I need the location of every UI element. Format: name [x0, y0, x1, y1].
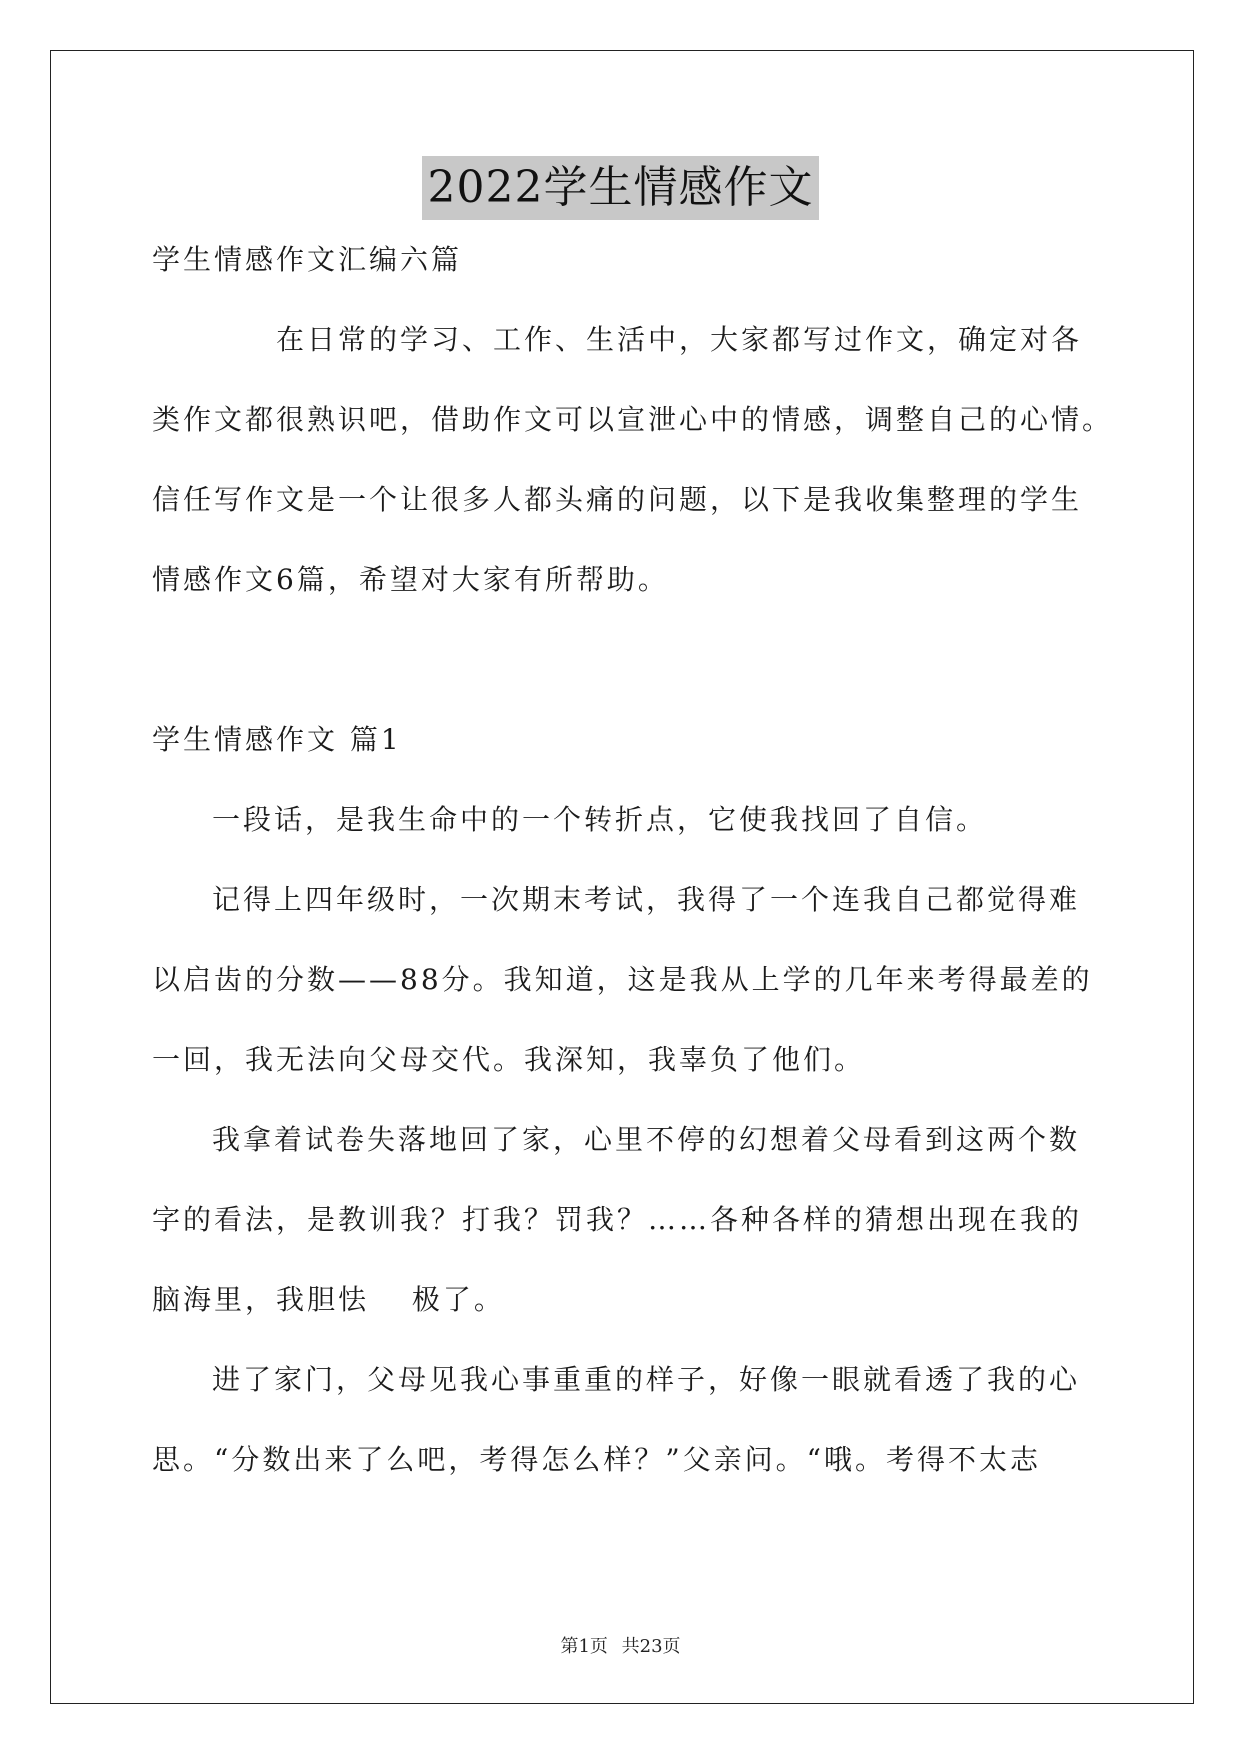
body-line: 一段话，是我生命中的一个转折点，它使我找回了自信。 [212, 803, 988, 836]
body-line: 记得上四年级时，一次期末考试，我得了一个连我自己都觉得难 [212, 883, 1081, 916]
intro-line: 在日常的学习、工作、生活中，大家都写过作文，确定对各 [276, 323, 1083, 356]
intro-line: 信任写作文是一个让很多人都头痛的问题，以下是我收集整理的学生 [152, 483, 1083, 516]
page-number: 第1页 [560, 1636, 608, 1657]
body-line: 思。“分数出来了么吧，考得怎么样？”父亲问。“哦。考得不太志 [152, 1443, 1041, 1476]
body-line: 字的看法，是教训我？打我？罚我？……各种各样的猜想出现在我的 [152, 1203, 1083, 1236]
page-footer [0, 1632, 1241, 1658]
body-line: 我拿着试卷失落地回了家，心里不停的幻想着父母看到这两个数 [212, 1123, 1081, 1156]
document-content [152, 230, 1114, 1510]
section-heading: 学生情感作文 篇1 [152, 723, 402, 756]
page-total: 共23页 [621, 1636, 681, 1657]
document-title: 2022学生情感作文 [422, 156, 820, 220]
body-line: 脑海里，我胆怯 极了。 [152, 1283, 505, 1316]
intro-line: 类作文都很熟识吧，借助作文可以宣泄心中的情感，调整自己的心情。 [152, 403, 1114, 436]
title-wrap [0, 156, 1241, 220]
body-line: 一回，我无法向父母交代。我深知，我辜负了他们。 [152, 1043, 866, 1076]
document-subtitle: 学生情感作文汇编六篇 [152, 243, 463, 276]
paragraph-gap [152, 630, 1092, 710]
intro-line: 情感作文6篇，希望对大家有所帮助。 [152, 563, 669, 596]
body-line: 进了家门，父母见我心事重重的样子，好像一眼就看透了我的心 [212, 1363, 1081, 1396]
body-line: 以启齿的分数——88分。我知道，这是我从上学的几年来考得最差的 [152, 963, 1093, 996]
